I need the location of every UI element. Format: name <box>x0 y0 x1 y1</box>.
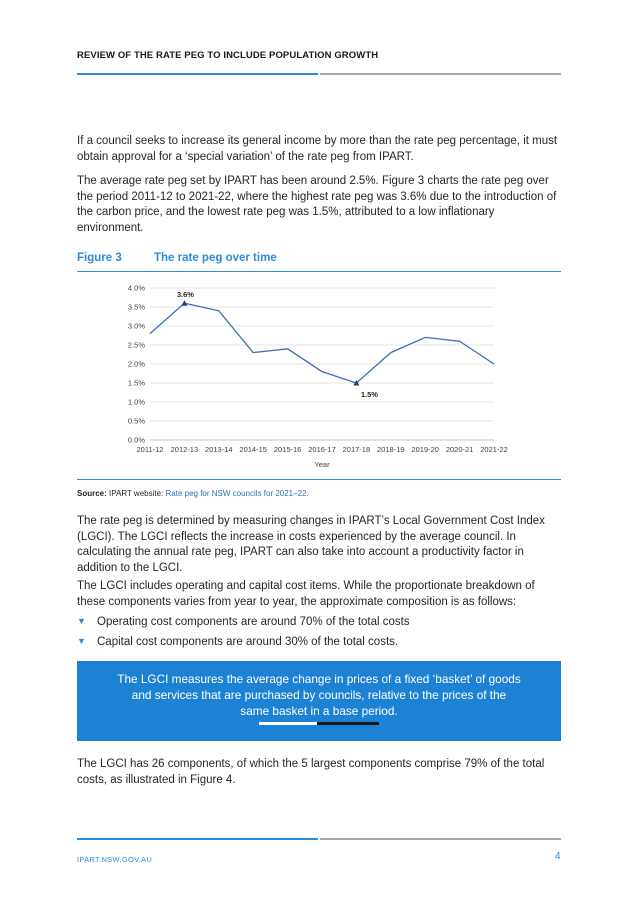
figure-top-rule <box>77 271 561 272</box>
y-tick-label: 3.5% <box>127 302 145 312</box>
data-point <box>218 310 220 312</box>
rate-peg-chart <box>100 276 520 472</box>
source-text: IPART website: <box>109 489 164 498</box>
data-point <box>424 336 426 338</box>
callout-bar-white <box>259 722 317 725</box>
x-tick-label: 2019-20 <box>411 445 439 454</box>
x-tick-label: 2021-22 <box>480 445 508 454</box>
triangle-marker-icon <box>181 300 187 306</box>
figure-heading <box>77 252 277 264</box>
bullet-text: Capital cost components are around 30% of the total costs. <box>97 636 399 648</box>
y-tick-label: 3.0% <box>127 321 145 331</box>
footer-rule-blue <box>77 838 318 840</box>
callout-bar-dark <box>317 722 379 725</box>
x-tick-label: 2011-12 <box>136 445 164 454</box>
y-tick-label: 0.5% <box>127 416 145 426</box>
data-label: 3.6% <box>176 290 194 300</box>
paragraph-lgci-26-components: The LGCI has 26 components, of which the 5 largest components comprise 79% of the total costs, as illustrated in Figure 4. <box>77 758 545 786</box>
callout-text: The LGCI measures the average change in prices of a fixed ‘basket’ of goods and services that are purchased by councils, relative to the prices of the same basket in a base period. <box>117 672 521 718</box>
header-rule-blue <box>77 73 318 75</box>
footer-url[interactable]: IPART.NSW.GOV.AU <box>77 855 153 864</box>
source-label: Source: <box>77 489 107 498</box>
figure-title: The rate peg over time <box>154 252 277 264</box>
data-point <box>252 351 254 353</box>
x-tick-label: 2018-19 <box>377 445 405 454</box>
y-tick-label: 4.0% <box>127 283 145 293</box>
triangle-bullet-icon: ▼ <box>77 636 86 646</box>
x-tick-label: 2017-18 <box>342 445 371 454</box>
data-point <box>149 332 151 334</box>
y-tick-label: 2.0% <box>127 359 145 369</box>
paragraph-lgci: The rate peg is determined by measuring changes in IPART’s Local Government Cost Index (LGCI). The LGCI reflects the increase in costs experienced by the average council. In calculating the annual rate peg, IPART can also take into account a productivity factor in addition to the LGCI. <box>77 515 545 574</box>
paragraph-average-rate-peg: The average rate peg set by IPART has been around 2.5%. Figure 3 charts the rate peg over the period 2011-12 to 2021-22, where the highest rate peg was 3.6% due to the introduction of the carbon price, and the lowest rate peg was 1.5%, attributed to a low inflationary environment. <box>77 175 557 234</box>
footer-rule-grey <box>320 838 561 840</box>
page-number: 4 <box>555 851 561 862</box>
header-title: REVIEW OF THE RATE PEG TO INCLUDE POPULATION GROWTH <box>77 50 379 61</box>
x-tick-label: 2015-16 <box>273 445 302 454</box>
x-tick-label: 2014-15 <box>239 445 267 454</box>
rate-peg-chart-svg <box>100 276 520 472</box>
header-rule-grey <box>320 73 561 75</box>
y-tick-label: 1.0% <box>127 397 145 407</box>
data-point <box>390 351 392 353</box>
y-tick-label: 1.5% <box>127 378 145 388</box>
x-tick-label: 2012-13 <box>170 445 199 454</box>
bullet-text: Operating cost components are around 70% of the total costs <box>97 616 410 628</box>
callout-box <box>77 661 561 741</box>
y-tick-label: 2.5% <box>127 340 145 350</box>
figure-source <box>77 489 309 498</box>
data-point <box>286 348 288 350</box>
paragraph-lgci-components: The LGCI includes operating and capital cost items. While the proportionate breakdown of these components varies from year to year, the approximate composition is as follows: <box>77 580 535 608</box>
x-axis-label: Year <box>314 460 330 469</box>
x-tick-label: 2013-14 <box>205 445 233 454</box>
x-tick-label: 2020-21 <box>445 445 474 454</box>
data-point <box>321 370 323 372</box>
data-label: 1.5% <box>360 390 378 399</box>
paragraph-special-variation: If a council seeks to increase its general income by more than the rate peg percentage, it must obtain approval for a ‘special variation’ of the rate peg from IPART. <box>77 135 558 163</box>
figure-label: Figure 3 <box>77 252 122 264</box>
source-link[interactable]: Rate peg for NSW councils for 2021–22. <box>165 489 309 498</box>
data-point <box>458 340 460 342</box>
x-tick-label: 2016-17 <box>308 445 336 454</box>
data-point <box>493 363 495 365</box>
figure-bottom-rule <box>77 479 561 480</box>
triangle-bullet-icon: ▼ <box>77 616 86 626</box>
y-tick-label: 0.0% <box>127 435 145 445</box>
